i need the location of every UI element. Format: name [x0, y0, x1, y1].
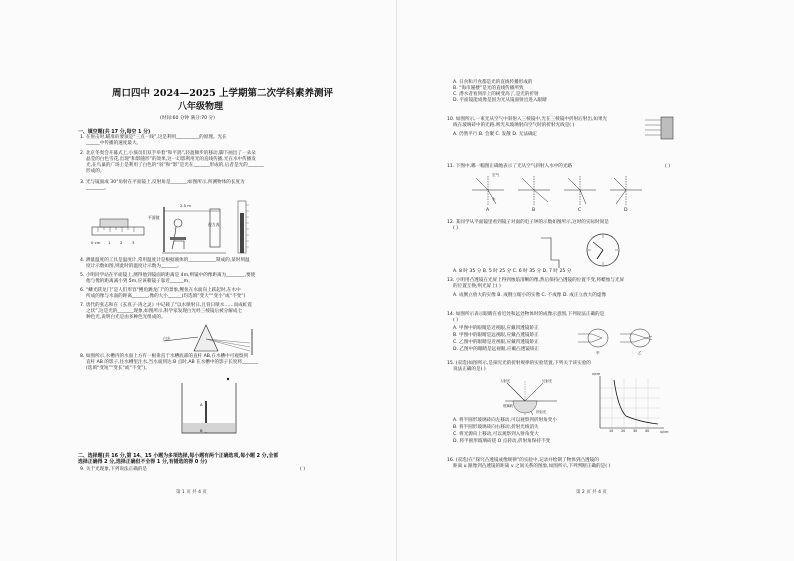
- question-2-line-1: 2. 北京冬奥会开幕式上,小演员们双手举着“和平鸽”,轻盈舞步的移动,脚下画出了一朵朵: [80, 151, 256, 156]
- prism-white-light-label: 白光: [163, 336, 171, 341]
- graph-tick-20: 20: [621, 429, 626, 433]
- question-14-line-1: 14. 如图所示表示眼睛在看近处和远处物体时的成像示意图,下列说法正确的是: [447, 312, 605, 317]
- question-7-line-1: 7. 唐代的张志和在《玄真子·涛之灵》中记载了“以水喷射日,且背日喷水……而成虹霓: [80, 303, 252, 308]
- question-10-options: A. 仍然平行 B. 会聚 C. 发散 D. 无法确定: [453, 132, 538, 137]
- mirror-label: 平面镜: [148, 215, 160, 220]
- question-4-line-1: 4. 测量温度的工具是温度计,常用温度计是根据液体的____________制成的,某时刻温: [80, 258, 250, 263]
- question-7-line-3: 种色光,说明白光是由多种色光组成的。: [86, 315, 166, 320]
- footer-right: 第 2 页 共 4 页: [576, 490, 607, 495]
- question-10-line-2: 线在玻璃砖中的光路,则光从玻璃射向空气时的折射光线是( ): [453, 123, 575, 128]
- tank-label-a: A: [200, 402, 203, 407]
- section-heading-choice-2: 选择正确得 2 分,选择正确但不全得 1 分,有错选的得 0 分): [78, 459, 208, 465]
- question-15-line-1: 15. (双选)如图所示,是探究光的折射规律的实验装置,下列关于该实验的: [447, 361, 591, 366]
- question-9-paren: ( ): [300, 467, 306, 472]
- graph-tick-40: 40: [645, 429, 650, 433]
- question-13-line-1: 13. 小明用凸透镜在光屏上得到烛焰清晰的像,然后保持凸透镜的位置不变,将蜡烛与光屏: [447, 278, 625, 283]
- question-15-option-a: A. 将半圆形玻璃砖向左移动,可以观察到折射角变小: [453, 418, 557, 423]
- graph-v-axis-label: v/cm: [592, 372, 601, 376]
- question-14-option-d: D. 乙图中的眼睛是远视眼,应戴凸透镜矫正: [453, 347, 540, 352]
- section-heading-fill: 一、填空题(共 17 分,每空 1 分): [78, 129, 151, 135]
- option-c-label: C: [578, 208, 582, 213]
- medium-air-label: 空气: [492, 173, 500, 177]
- question-12-options: A. 8 时 35 分 B. 5 时 25 分 C. 6 时 35 分 D. 7 时 25 分: [453, 269, 572, 274]
- question-12-line-1: 12. 某同学从平面镜里看到镜子对面的电子钟的示数如图所示,这时的实际时间是: [447, 220, 609, 225]
- question-1-line-2: ______中传播的速度最大。: [86, 141, 142, 146]
- label-glass-block: 玻璃砖: [503, 404, 514, 408]
- question-9-option-a: A. 日食和月食都是光的直线传播形成的: [453, 80, 533, 85]
- question-6-line-1: 6. “鳞光跃龙门”是人们形容“鲤鱼跳龙门”的景象,鲤鱼在水面向上跃起时,在水中: [80, 288, 241, 293]
- eye-fig-label-jia: 甲: [596, 351, 600, 355]
- option-b-label: B: [532, 208, 536, 213]
- question-12-line-2: ( ): [453, 226, 459, 231]
- graph-u-axis-label: u/cm: [660, 430, 669, 434]
- question-6-line-2: 所成的像与水面的距离_______,像的大小______(均选填“变大”“变小”或“不变”): [86, 294, 246, 299]
- ruler-tick-0: 0 cm: [91, 240, 101, 245]
- question-11-text: 11. 下图中,哪一幅图正确地表示了光从空气斜射入水中的光路: [447, 164, 573, 169]
- graph-tick-30: 30: [633, 429, 638, 433]
- question-15-option-b: B. 将半圆形玻璃砖向右移动,折射光线消失: [453, 425, 539, 430]
- subject-title: 八年级物理: [178, 102, 224, 112]
- medium-water-label: 水: [492, 197, 496, 201]
- ruler-tick-3: 3: [132, 240, 135, 245]
- question-16-line-1: 16. (双选)在“探究凸透镜成像规律”的实验中,记录并绘制了物体到凸透镜的: [447, 458, 599, 463]
- chart-label: 视力表: [208, 222, 220, 227]
- graph-tick-10: 10: [609, 429, 614, 433]
- question-14-line-2: ( ): [453, 318, 459, 323]
- question-11-paren: ( ): [665, 164, 671, 169]
- eye-diagrams-figure: [578, 326, 658, 352]
- question-13-line-2: 的位置互换,则光屏上( ): [453, 284, 501, 289]
- ruler-tick-1: 1: [108, 240, 111, 245]
- question-14-option-b: B. 甲图中的眼睛是远视眼,应戴凸透镜矫正: [453, 333, 539, 338]
- question-2-line-4: 形成的。: [86, 169, 105, 174]
- question-9-option-b: B. “海市蜃楼”是光的直线传播所致: [453, 86, 524, 91]
- question-8-line-2: 直杆 AB 的影子,往水槽里注水,当水面到达 B 点时,AB 在水槽中的影子长度将_______: [86, 360, 259, 365]
- eye-fig-label-yi: 乙: [638, 351, 642, 355]
- question-15-option-d: D. 将半圆形玻璃砖绕 O 点转动,折射角保持不变: [453, 439, 551, 444]
- question-7-line-2: 之状”,这是光的_______现象,如图所示,科学家发现白光经三棱镜后被分解成七: [86, 309, 243, 314]
- question-9-option-c: C. 潜水者看到岸上的树变高了,是光的折射: [453, 92, 539, 97]
- prism-figure: [160, 321, 260, 355]
- question-1-line-1: 1. 在射击时,瞄准的要领是“三点一线”,这是利用__________的原理。光在: [80, 135, 227, 140]
- question-5-line-1: 5. 小明同学站在平面镜上,测得他到镜面的距离是 4m,则镜中的像距离为________,要使: [80, 273, 256, 278]
- uv-graph-figure: [588, 374, 670, 434]
- question-9-lead: 9. 关于光现象,下列说法正确的是: [80, 467, 148, 472]
- question-10-line-1: 10. 如图所示,一束光从空气中斜射入三棱镜中,光在三棱镜中折射后射出,如果光: [447, 117, 608, 122]
- question-2-line-3: 光,在鸟巢的广场上是利用了白色的“羽”和“影”是光在_______形成的,后者是光的_______: [86, 163, 264, 168]
- distance-label: 2.5 m: [180, 203, 191, 208]
- water-tank-figure: [176, 373, 246, 441]
- question-5-line-2: 他与像的距离减小到 5m,应该朝镜子靠近______m。: [86, 279, 193, 284]
- question-13-options: A. 成倒立放大的实像 B. 成倒立缩小的实像 C. 不成像 D. 成正立放大的虚像: [453, 293, 607, 298]
- question-4-line-2: 度计示数如图,则此时的温度计示数为_______。: [86, 264, 182, 269]
- option-d-label: D: [624, 208, 628, 213]
- question-15-option-c: C. 将光源向上移动,可以观察到入射角变大: [453, 432, 539, 437]
- question-8-line-3: (选填“变短”“变长”或“不变”)。: [86, 366, 150, 371]
- footer-left: 第 1 页 共 4 页: [176, 490, 207, 495]
- question-9-option-d: D. 平面镜能成像是因为光从镜面射出进入眼睛: [453, 98, 547, 103]
- mirror-clock-figure: [505, 232, 635, 270]
- question-14-option-c: C. 乙图中的眼睛是近视眼,应戴凹透镜矫正: [453, 340, 539, 345]
- question-8-line-1: 8. 如图所示,水槽内的水面上方有一根垂直于水槽底部的直杆 AB,在水槽中可观察到: [80, 354, 249, 359]
- tank-label-b: B: [200, 428, 203, 433]
- question-16-line-2: 距离 u 跟像到凸透镜的距离 v 之间关系的图象,如图所示,下列判断正确的是( ): [453, 464, 611, 469]
- question-3-line-2: ________。: [86, 186, 109, 191]
- page-title: 周口四中 2024—2025 上学期第二次学科素养测评: [112, 88, 333, 99]
- ruler-tick-2: 2: [120, 240, 123, 245]
- question-2-line-2: 晶莹的白色雪花,出现“和影随形”的效果,这一幻影利用光的直线传播,光在水中传播发: [86, 157, 256, 162]
- time-info: (时间:60 分钟 满分:70 分): [160, 116, 215, 121]
- glass-brick-figure: [645, 115, 685, 141]
- section-heading-choice-1: 二、选择题(共 16 分,第 14、15 小题为多项选择,每小题有两个正确选项,每小题 2 分,全部: [78, 453, 279, 459]
- option-a-label: A: [486, 208, 490, 213]
- question-15-line-2: 说法正确的是( ): [453, 367, 486, 372]
- label-incident-light: 入射光: [500, 379, 511, 383]
- label-reflected-light: 反射光: [542, 379, 553, 383]
- label-refracted-light: 折射光: [536, 410, 547, 414]
- question-14-option-a: A. 甲图中的眼睛是近视眼,应戴凹透镜矫正: [453, 326, 539, 331]
- page-fold: [396, 0, 397, 561]
- question-3-line-1: 3. 光与镜面成 30°角射在平面镜上,反射角是_______;如图所示,所测物体的长度为: [80, 180, 245, 185]
